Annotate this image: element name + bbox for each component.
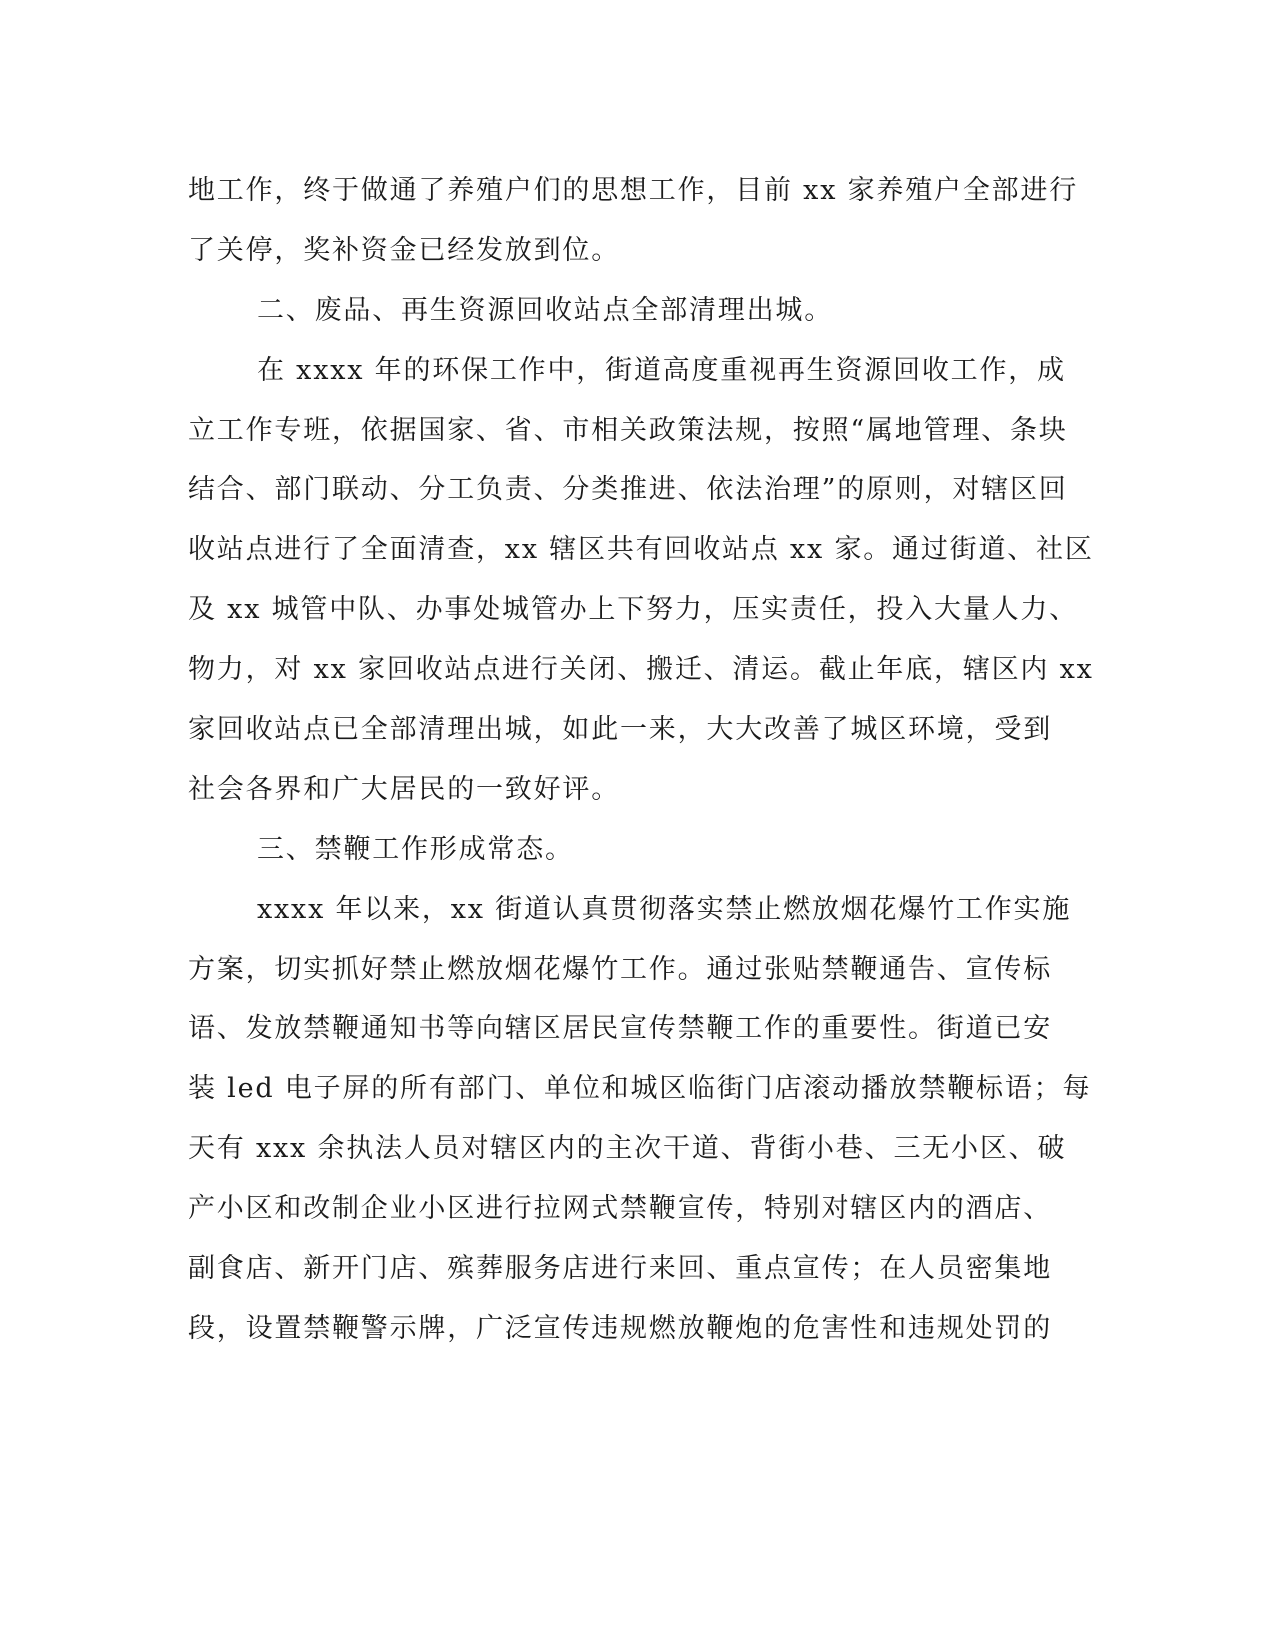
text-line: 语、发放禁鞭通知书等向辖区居民宣传禁鞭工作的重要性。街道已安 — [188, 1013, 1052, 1045]
text-line: 收站点进行了全面清查，xx 辖区共有回收站点 xx 家。通过街道、社区 — [188, 534, 1094, 566]
text-line: 地工作，终于做通了养殖户们的思想工作，目前 xx 家养殖户全部进行 — [188, 175, 1079, 206]
text-line: 物力，对 xx 家回收站点进行关闭、搬迁、清运。截止年底，辖区内 xx — [188, 654, 1094, 686]
paragraph-start: 在 xxxx 年的环保工作中，街道高度重视再生资源回收工作，成 — [257, 354, 1066, 386]
text-line: 了关停，奖补资金已经发放到位。 — [188, 234, 620, 266]
text-line: 装 led 电子屏的所有部门、单位和城区临街门店滚动播放禁鞭标语；每 — [188, 1073, 1092, 1105]
document-body — [188, 161, 1094, 1359]
section-heading-3: 三、禁鞭工作形成常态。 — [257, 833, 574, 865]
text-line: 及 xx 城管中队、办事处城管办上下努力，压实责任，投入大量人力、 — [188, 594, 1079, 626]
text-line: 社会各界和广大居民的一致好评。 — [188, 773, 620, 805]
text-line: 段，设置禁鞭警示牌，广泛宣传违规燃放鞭炮的危害性和违规处罚的 — [188, 1312, 1052, 1344]
text-line: 家回收站点已全部清理出城，如此一来，大大改善了城区环境，受到 — [188, 714, 1052, 746]
text-line: 产小区和改制企业小区进行拉网式禁鞭宣传，特别对辖区内的酒店、 — [188, 1193, 1052, 1225]
text-line: 立工作专班，依据国家、省、市相关政策法规，按照“属地管理、条块 — [188, 414, 1068, 446]
text-line: 天有 xxx 余执法人员对辖区内的主次干道、背街小巷、三无小区、破 — [188, 1133, 1067, 1165]
text-line: 副食店、新开门店、殡葬服务店进行来回、重点宣传；在人员密集地 — [188, 1253, 1052, 1285]
paragraph-start: xxxx 年以来，xx 街道认真贯彻落实禁止燃放烟花爆竹工作实施 — [257, 893, 1072, 925]
section-heading-2: 二、废品、再生资源回收站点全部清理出城。 — [257, 294, 833, 326]
text-line: 结合、部门联动、分工负责、分类推进、依法治理”的原则，对辖区回 — [188, 474, 1068, 506]
text-line: 方案，切实抓好禁止燃放烟花爆竹工作。通过张贴禁鞭通告、宣传标 — [188, 953, 1052, 985]
